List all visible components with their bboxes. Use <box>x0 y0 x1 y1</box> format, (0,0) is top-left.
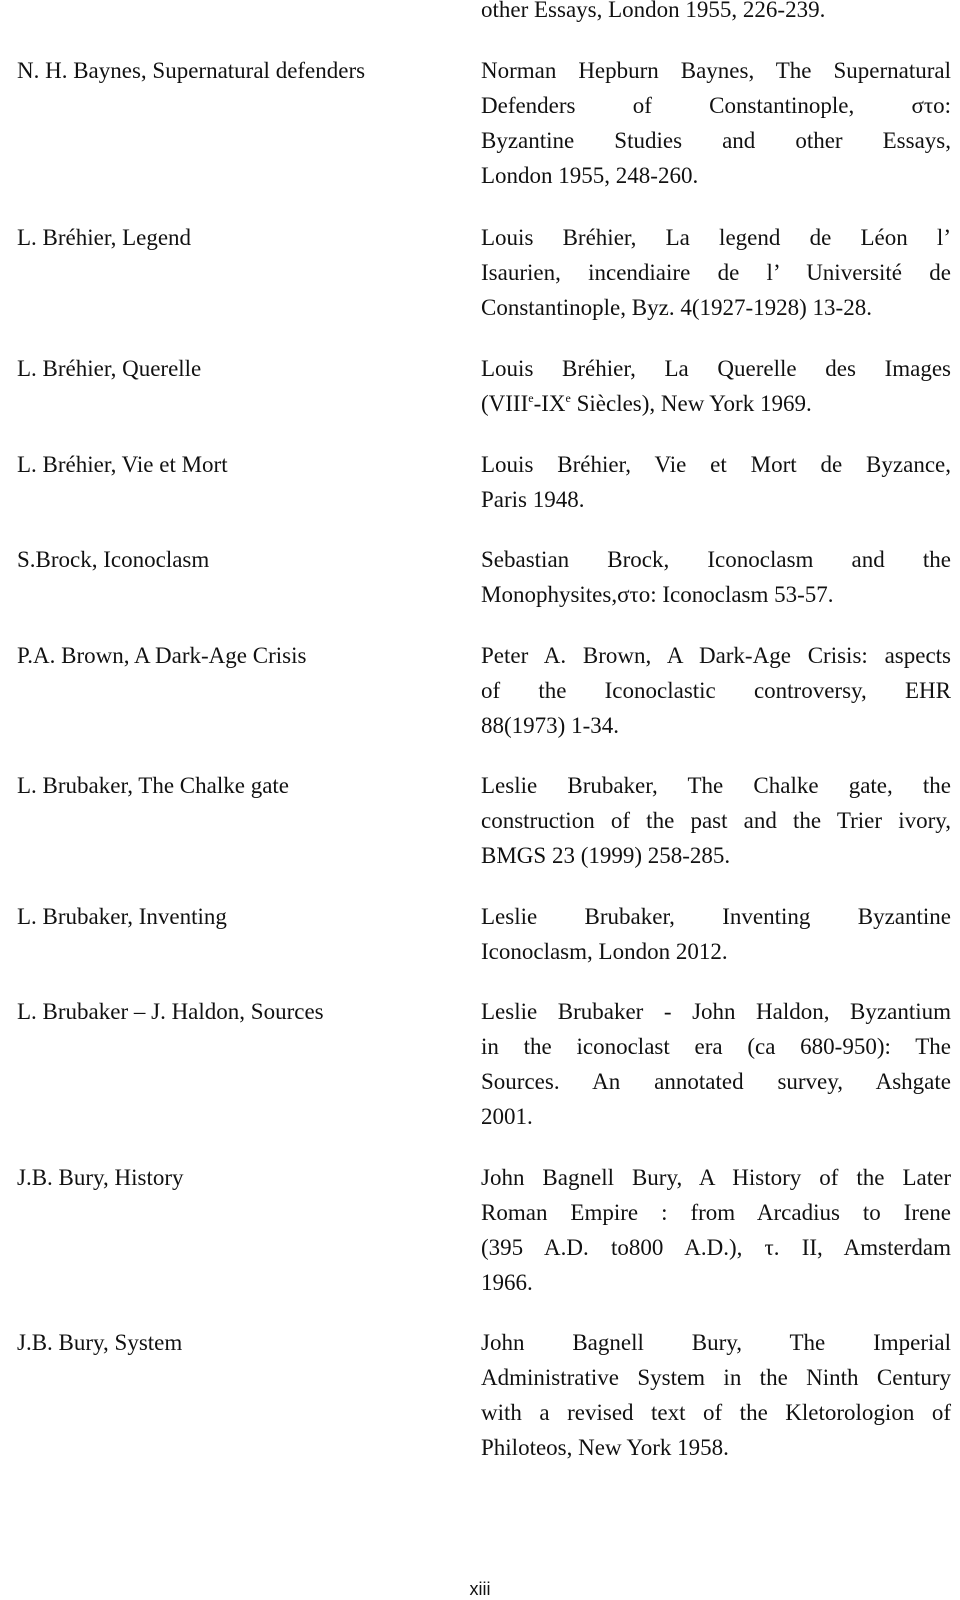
entry-text-line: BMGS 23 (1999) 258-285. <box>481 843 731 868</box>
entry-text-line: Iconoclasm, London 2012. <box>481 939 728 964</box>
entry-abbreviation: L. Bréhier, Querelle <box>17 356 202 381</box>
page-number: xiii <box>469 1579 491 1599</box>
entry-text-line: 88(1973) 1-34. <box>481 713 619 738</box>
entry-text-line: John Bagnell Bury, A History of the Later <box>481 1165 951 1190</box>
entry-abbreviation: J.B. Bury, System <box>17 1330 183 1355</box>
entry-text-line: Norman Hepburn Baynes, The Supernatural <box>481 58 951 83</box>
entry-text-line: 2001. <box>481 1104 533 1129</box>
entry-abbreviation: L. Bréhier, Legend <box>17 225 192 250</box>
entry-text-line: 1966. <box>481 1270 533 1295</box>
entry-text-line: Administrative System in the Ninth Century <box>481 1365 951 1390</box>
entry-text-line: of the Iconoclastic controversy, EHR <box>481 678 951 703</box>
entry-text-line: Louis Bréhier, La legend de Léon l’ <box>481 225 951 250</box>
entry-text-line: Leslie Brubaker, The Chalke gate, the <box>481 773 951 798</box>
entry-text-line: Byzantine Studies and other Essays, <box>481 128 951 153</box>
entry-text-line: Peter A. Brown, A Dark-Age Crisis: aspects <box>481 643 951 668</box>
entry-abbreviation: L. Brubaker, Inventing <box>17 904 227 929</box>
entry-abbreviation: N. H. Baynes, Supernatural defenders <box>17 58 366 83</box>
entry-text-line: with a revised text of the Kletorologion of <box>481 1400 951 1425</box>
entry-text-line: (VIIIe-IXe Siècles), New York 1969. <box>481 391 812 416</box>
entry-text-line: Constantinople, Byz. 4(1927-1928) 13-28. <box>481 295 872 320</box>
entry-text-line: Leslie Brubaker, Inventing Byzantine <box>481 904 951 929</box>
entry-text-line: Defenders of Constantinople, στο: <box>481 93 951 118</box>
entry-text-line: Louis Bréhier, La Querelle des Images <box>481 356 951 381</box>
entry-abbreviation: L. Brubaker, The Chalke gate <box>17 773 290 798</box>
entry-text-line: London 1955, 248-260. <box>481 163 699 188</box>
entry-text-line: Monophysites,στο: Iconoclasm 53-57. <box>481 582 834 607</box>
entry-text-line: Leslie Brubaker - John Haldon, Byzantium <box>481 999 951 1024</box>
entry-abbreviation: P.A. Brown, A Dark-Age Crisis <box>17 643 307 668</box>
entry-text-line: Isaurien, incendiaire de l’ Université de <box>481 260 951 285</box>
entry-text-line: Louis Bréhier, Vie et Mort de Byzance, <box>481 452 951 477</box>
entry-text-line: Philoteos, New York 1958. <box>481 1435 729 1460</box>
entry-text-line: in the iconoclast era (ca 680-950): The <box>481 1034 951 1059</box>
entry-text-line: Sebastian Brock, Iconoclasm and the <box>481 547 951 572</box>
entry-text-line: construction of the past and the Trier ivory, <box>481 808 951 833</box>
entry-abbreviation: L. Brubaker – J. Haldon, Sources <box>17 999 324 1024</box>
entry-text-line: John Bagnell Bury, The Imperial <box>481 1330 951 1355</box>
entry-text-line: Roman Empire : from Arcadius to Irene <box>481 1200 951 1225</box>
entry-text-line: Paris 1948. <box>481 487 585 512</box>
entry-abbreviation: J.B. Bury, History <box>17 1165 184 1190</box>
entry-abbreviation: S.Brock, Iconoclasm <box>17 547 210 572</box>
entry-abbreviation: L. Bréhier, Vie et Mort <box>17 452 228 477</box>
entry-text-line: (395 A.D. to800 A.D.), τ. II, Amsterdam <box>481 1235 951 1260</box>
entry-text-line: Sources. An annotated survey, Ashgate <box>481 1069 951 1094</box>
entry-text-line: other Essays, London 1955, 226-239. <box>481 0 826 22</box>
